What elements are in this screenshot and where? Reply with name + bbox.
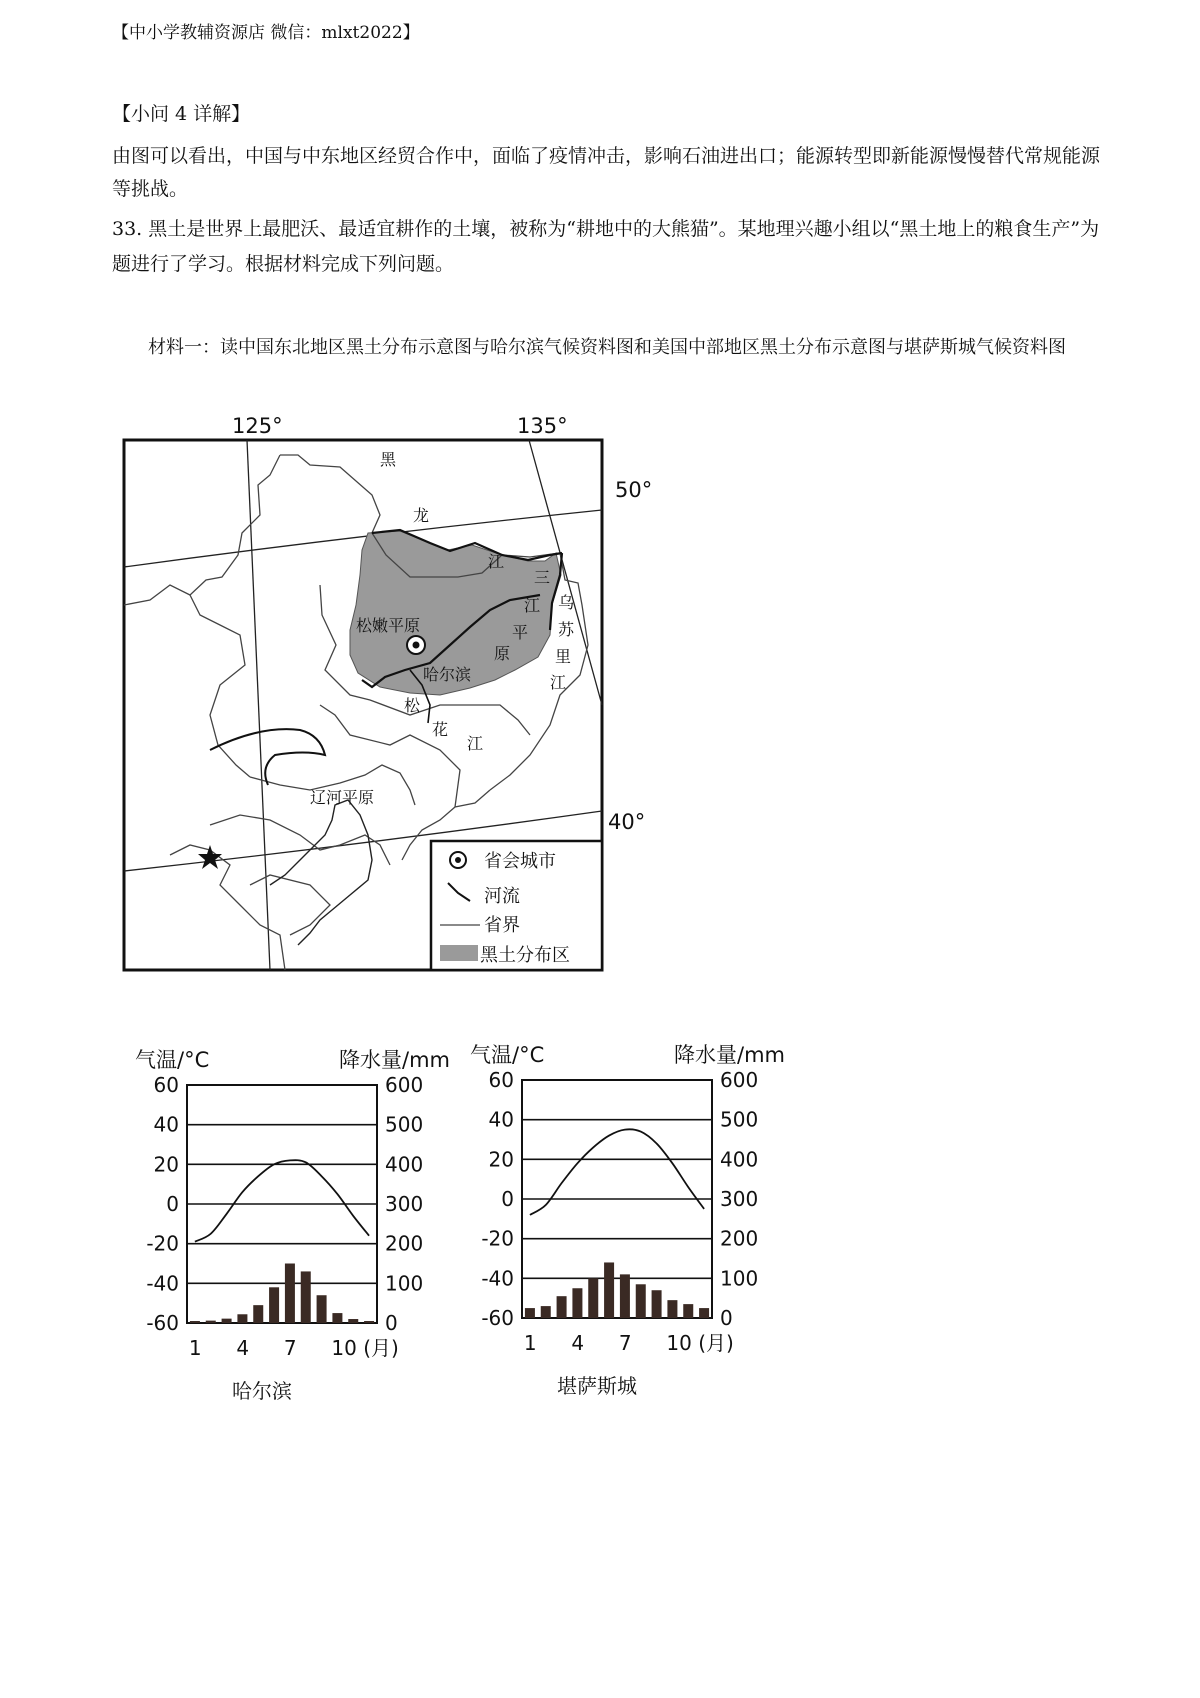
precipitation-bar xyxy=(604,1262,614,1318)
question-33-stem: 33. 黑土是世界上最肥沃、最适宜耕作的土壤，被称为“耕地中的大熊猫”。某地理兴趣小组以“黑土地上的粮食生产”为题进行了学习。根据材料完成下列问题。 xyxy=(112,218,1100,275)
lon-label-125: 125° xyxy=(232,414,283,438)
temperature-line xyxy=(530,1129,704,1215)
precipitation-bar xyxy=(285,1264,295,1324)
precipitation-bar xyxy=(237,1314,247,1323)
label-san: 三 xyxy=(534,568,551,587)
precipitation-bar xyxy=(348,1319,358,1323)
material-one-caption: 材料一：读中国东北地区黑土分布示意图与哈尔滨气候资料图和美国中部地区黑土分布示意图与堪萨斯城气候资料图 xyxy=(148,337,1066,358)
label-jiang-2: 江 xyxy=(524,596,541,615)
right-tick-label: 300 xyxy=(385,1192,424,1216)
map-legend xyxy=(431,841,602,970)
label-song: 松 xyxy=(404,696,421,715)
right-tick-label: 500 xyxy=(720,1107,759,1132)
chart-city-title: 堪萨斯城 xyxy=(557,1374,637,1398)
left-tick-label: 0 xyxy=(166,1192,179,1216)
x-tick-label: 1 xyxy=(188,1336,202,1360)
right-tick-label: 100 xyxy=(720,1266,759,1291)
precipitation-bar xyxy=(222,1319,232,1323)
precipitation-bar xyxy=(525,1308,535,1318)
precipitation-bar xyxy=(699,1308,709,1318)
label-long: 龙 xyxy=(413,506,430,525)
precipitation-bar xyxy=(683,1304,693,1318)
x-tick-label: 1 xyxy=(523,1331,537,1355)
temperature-line xyxy=(195,1160,369,1242)
harbin-climate-chart xyxy=(130,1035,460,1405)
precipitation-bar xyxy=(332,1313,342,1323)
right-tick-label: 200 xyxy=(385,1231,424,1256)
legend-province-border: 省界 xyxy=(484,915,520,936)
precipitation-bar xyxy=(667,1300,677,1318)
right-tick-label: 500 xyxy=(385,1112,424,1137)
left-tick-label: 20 xyxy=(153,1152,179,1177)
x-tick-label: 10 (月) xyxy=(666,1331,734,1355)
lat-label-50: 50° xyxy=(615,478,653,502)
right-tick-label: 400 xyxy=(720,1147,759,1172)
right-axis-unit: 降水量/mm xyxy=(339,1048,450,1072)
x-tick-label: 7 xyxy=(618,1331,632,1355)
right-tick-label: 600 xyxy=(720,1068,759,1092)
right-tick-label: 400 xyxy=(385,1152,424,1177)
legend-soil-swatch xyxy=(440,945,478,961)
left-tick-label: -60 xyxy=(481,1306,514,1330)
lon-label-135: 135° xyxy=(517,414,568,438)
precipitation-bar xyxy=(572,1288,582,1318)
label-wu: 乌 xyxy=(558,593,575,612)
precipitation-bar xyxy=(364,1321,374,1323)
left-tick-label: -20 xyxy=(481,1226,514,1251)
precipitation-bar xyxy=(636,1284,646,1318)
label-songnen-plain: 松嫩平原 xyxy=(356,616,421,635)
left-tick-label: -40 xyxy=(481,1266,514,1291)
precipitation-bar xyxy=(190,1321,200,1323)
label-li: 里 xyxy=(555,647,572,666)
right-tick-label: 200 xyxy=(720,1226,759,1251)
precipitation-bar xyxy=(541,1306,551,1318)
legend-river: 河流 xyxy=(484,886,520,907)
label-yuan: 原 xyxy=(494,644,511,663)
label-liaohe-plain: 辽河平原 xyxy=(310,788,375,807)
precipitation-bar xyxy=(588,1278,598,1318)
northeast-china-black-soil-map xyxy=(110,405,670,990)
label-hei: 黑 xyxy=(380,450,397,469)
left-tick-label: 20 xyxy=(488,1147,514,1172)
label-harbin: 哈尔滨 xyxy=(423,665,472,684)
liao-river xyxy=(210,729,325,785)
left-tick-label: 60 xyxy=(488,1068,514,1092)
lat-label-40: 40° xyxy=(608,810,646,834)
x-tick-label: 4 xyxy=(236,1336,250,1360)
right-tick-label: 0 xyxy=(720,1306,733,1330)
left-tick-label: -60 xyxy=(146,1311,179,1335)
precipitation-bar xyxy=(253,1305,263,1323)
x-tick-label: 10 (月) xyxy=(331,1336,399,1360)
precipitation-bar xyxy=(557,1296,567,1318)
coastline xyxy=(270,800,372,945)
left-tick-label: 40 xyxy=(488,1107,514,1132)
left-tick-label: -20 xyxy=(146,1231,179,1256)
left-axis-unit: 气温/°C xyxy=(470,1043,545,1067)
section-heading: 【小问 4 详解】 xyxy=(112,103,251,125)
label-su: 苏 xyxy=(558,620,575,639)
label-jiang-4: 江 xyxy=(467,734,484,753)
precipitation-bar xyxy=(620,1274,630,1318)
right-tick-label: 300 xyxy=(720,1187,759,1211)
left-tick-label: 40 xyxy=(153,1112,179,1137)
x-tick-label: 7 xyxy=(283,1336,297,1360)
left-tick-label: 60 xyxy=(153,1073,179,1097)
label-hua: 花 xyxy=(432,720,449,739)
left-tick-label: -40 xyxy=(146,1271,179,1296)
precipitation-bar xyxy=(317,1295,327,1323)
left-tick-label: 0 xyxy=(501,1187,514,1211)
answer-paragraph: 由图可以看出，中国与中东地区经贸合作中，面临了疫情冲击，影响石油进出口；能源转型即新能源慢慢替代常规能源等挑战。 xyxy=(112,145,1101,200)
left-axis-unit: 气温/°C xyxy=(135,1048,210,1072)
right-tick-label: 0 xyxy=(385,1311,398,1335)
label-jiang-3: 江 xyxy=(550,673,567,692)
legend-black-soil: 黑土分布区 xyxy=(480,945,570,966)
right-tick-label: 600 xyxy=(385,1073,424,1097)
precipitation-bar xyxy=(269,1287,279,1323)
legend-capital: 省会城市 xyxy=(484,851,556,872)
label-jiang-1: 江 xyxy=(488,552,505,571)
kansas-city-climate-chart xyxy=(465,1030,795,1400)
precipitation-bar xyxy=(652,1290,662,1318)
right-tick-label: 100 xyxy=(385,1271,424,1296)
capital-star-icon xyxy=(198,845,222,869)
harbin-city-symbol xyxy=(407,636,425,654)
watermark-header: 【中小学教辅资源店 微信：mlxt2022】 xyxy=(112,23,420,43)
right-axis-unit: 降水量/mm xyxy=(674,1043,785,1067)
chart-city-title: 哈尔滨 xyxy=(232,1379,292,1403)
precipitation-bar xyxy=(301,1271,311,1323)
precipitation-bar xyxy=(206,1321,216,1323)
label-ping: 平 xyxy=(512,623,529,642)
x-tick-label: 4 xyxy=(571,1331,585,1355)
